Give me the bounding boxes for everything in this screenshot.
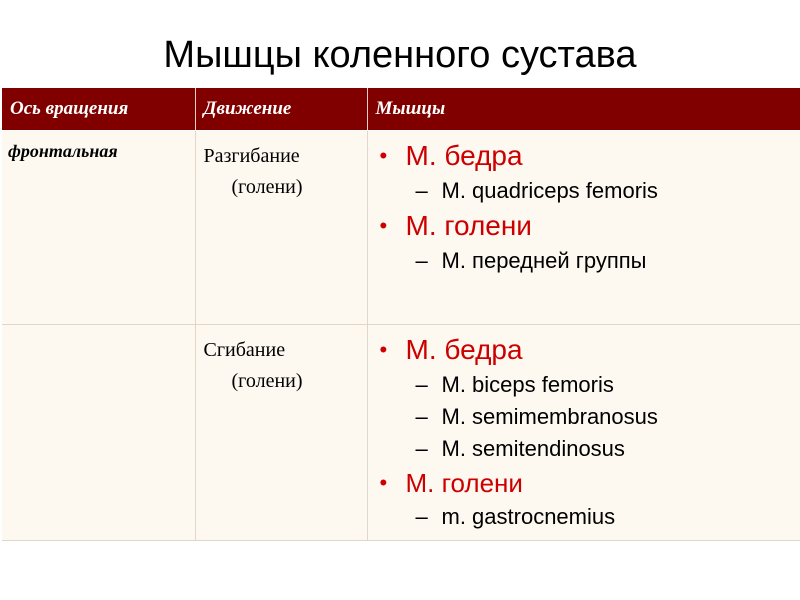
movement-subtext: (голени)	[231, 176, 303, 198]
muscles-cell	[367, 325, 800, 541]
bullet-icon: •	[379, 337, 388, 362]
header-axis: Ось вращения	[2, 88, 195, 131]
header-movement: Движение	[195, 88, 367, 131]
muscles-cell	[367, 131, 800, 325]
movement-cell	[195, 131, 367, 325]
table-row	[2, 325, 800, 541]
movement-text: Разгибание	[203, 145, 300, 167]
muscle-list	[368, 137, 800, 277]
bullet-icon: •	[379, 143, 388, 168]
bullet-icon: •	[379, 213, 388, 238]
muscle-group	[368, 137, 800, 175]
muscle-item	[368, 501, 800, 533]
movement-subtext: (голени)	[231, 370, 303, 392]
dash-icon: –	[415, 178, 428, 203]
header-muscles: Мышцы	[367, 88, 800, 131]
muscle-item-name: M. semimembranosus	[441, 404, 658, 429]
muscle-group	[368, 207, 800, 245]
muscle-item-name: m. gastrocnemius	[441, 504, 616, 529]
axis-cell: фронтальная	[2, 131, 195, 325]
muscle-item	[368, 369, 800, 401]
movement-cell	[195, 325, 367, 541]
muscle-group-name: М. голени	[405, 210, 532, 241]
muscle-item-name: M. semitendinosus	[441, 436, 625, 461]
axis-cell	[2, 325, 195, 541]
muscle-item	[368, 401, 800, 433]
table-header-row	[2, 88, 800, 131]
muscle-group	[368, 465, 800, 501]
dash-icon: –	[415, 372, 428, 397]
muscle-group	[368, 331, 800, 369]
dash-icon: –	[415, 404, 428, 429]
muscle-item-name: M. biceps femoris	[441, 372, 614, 397]
movement-text: Сгибание	[203, 339, 286, 361]
muscles-table	[2, 88, 800, 541]
bullet-icon: •	[379, 470, 388, 495]
muscle-group-name: М. бедра	[405, 140, 523, 171]
dash-icon: –	[415, 248, 428, 273]
muscle-item-name: М. передней группы	[441, 248, 647, 273]
muscle-item	[368, 245, 800, 277]
muscle-list	[368, 331, 800, 533]
table-row	[2, 131, 800, 325]
muscle-item	[368, 175, 800, 207]
dash-icon: –	[415, 436, 428, 461]
muscle-group-name: М. голени	[405, 468, 523, 498]
dash-icon: –	[415, 504, 428, 529]
muscle-item	[368, 433, 800, 465]
muscle-group-name: М. бедра	[405, 334, 523, 365]
muscle-item-name: M. quadriceps femoris	[441, 178, 658, 203]
slide-title: Мышцы коленного сустава	[163, 34, 637, 76]
